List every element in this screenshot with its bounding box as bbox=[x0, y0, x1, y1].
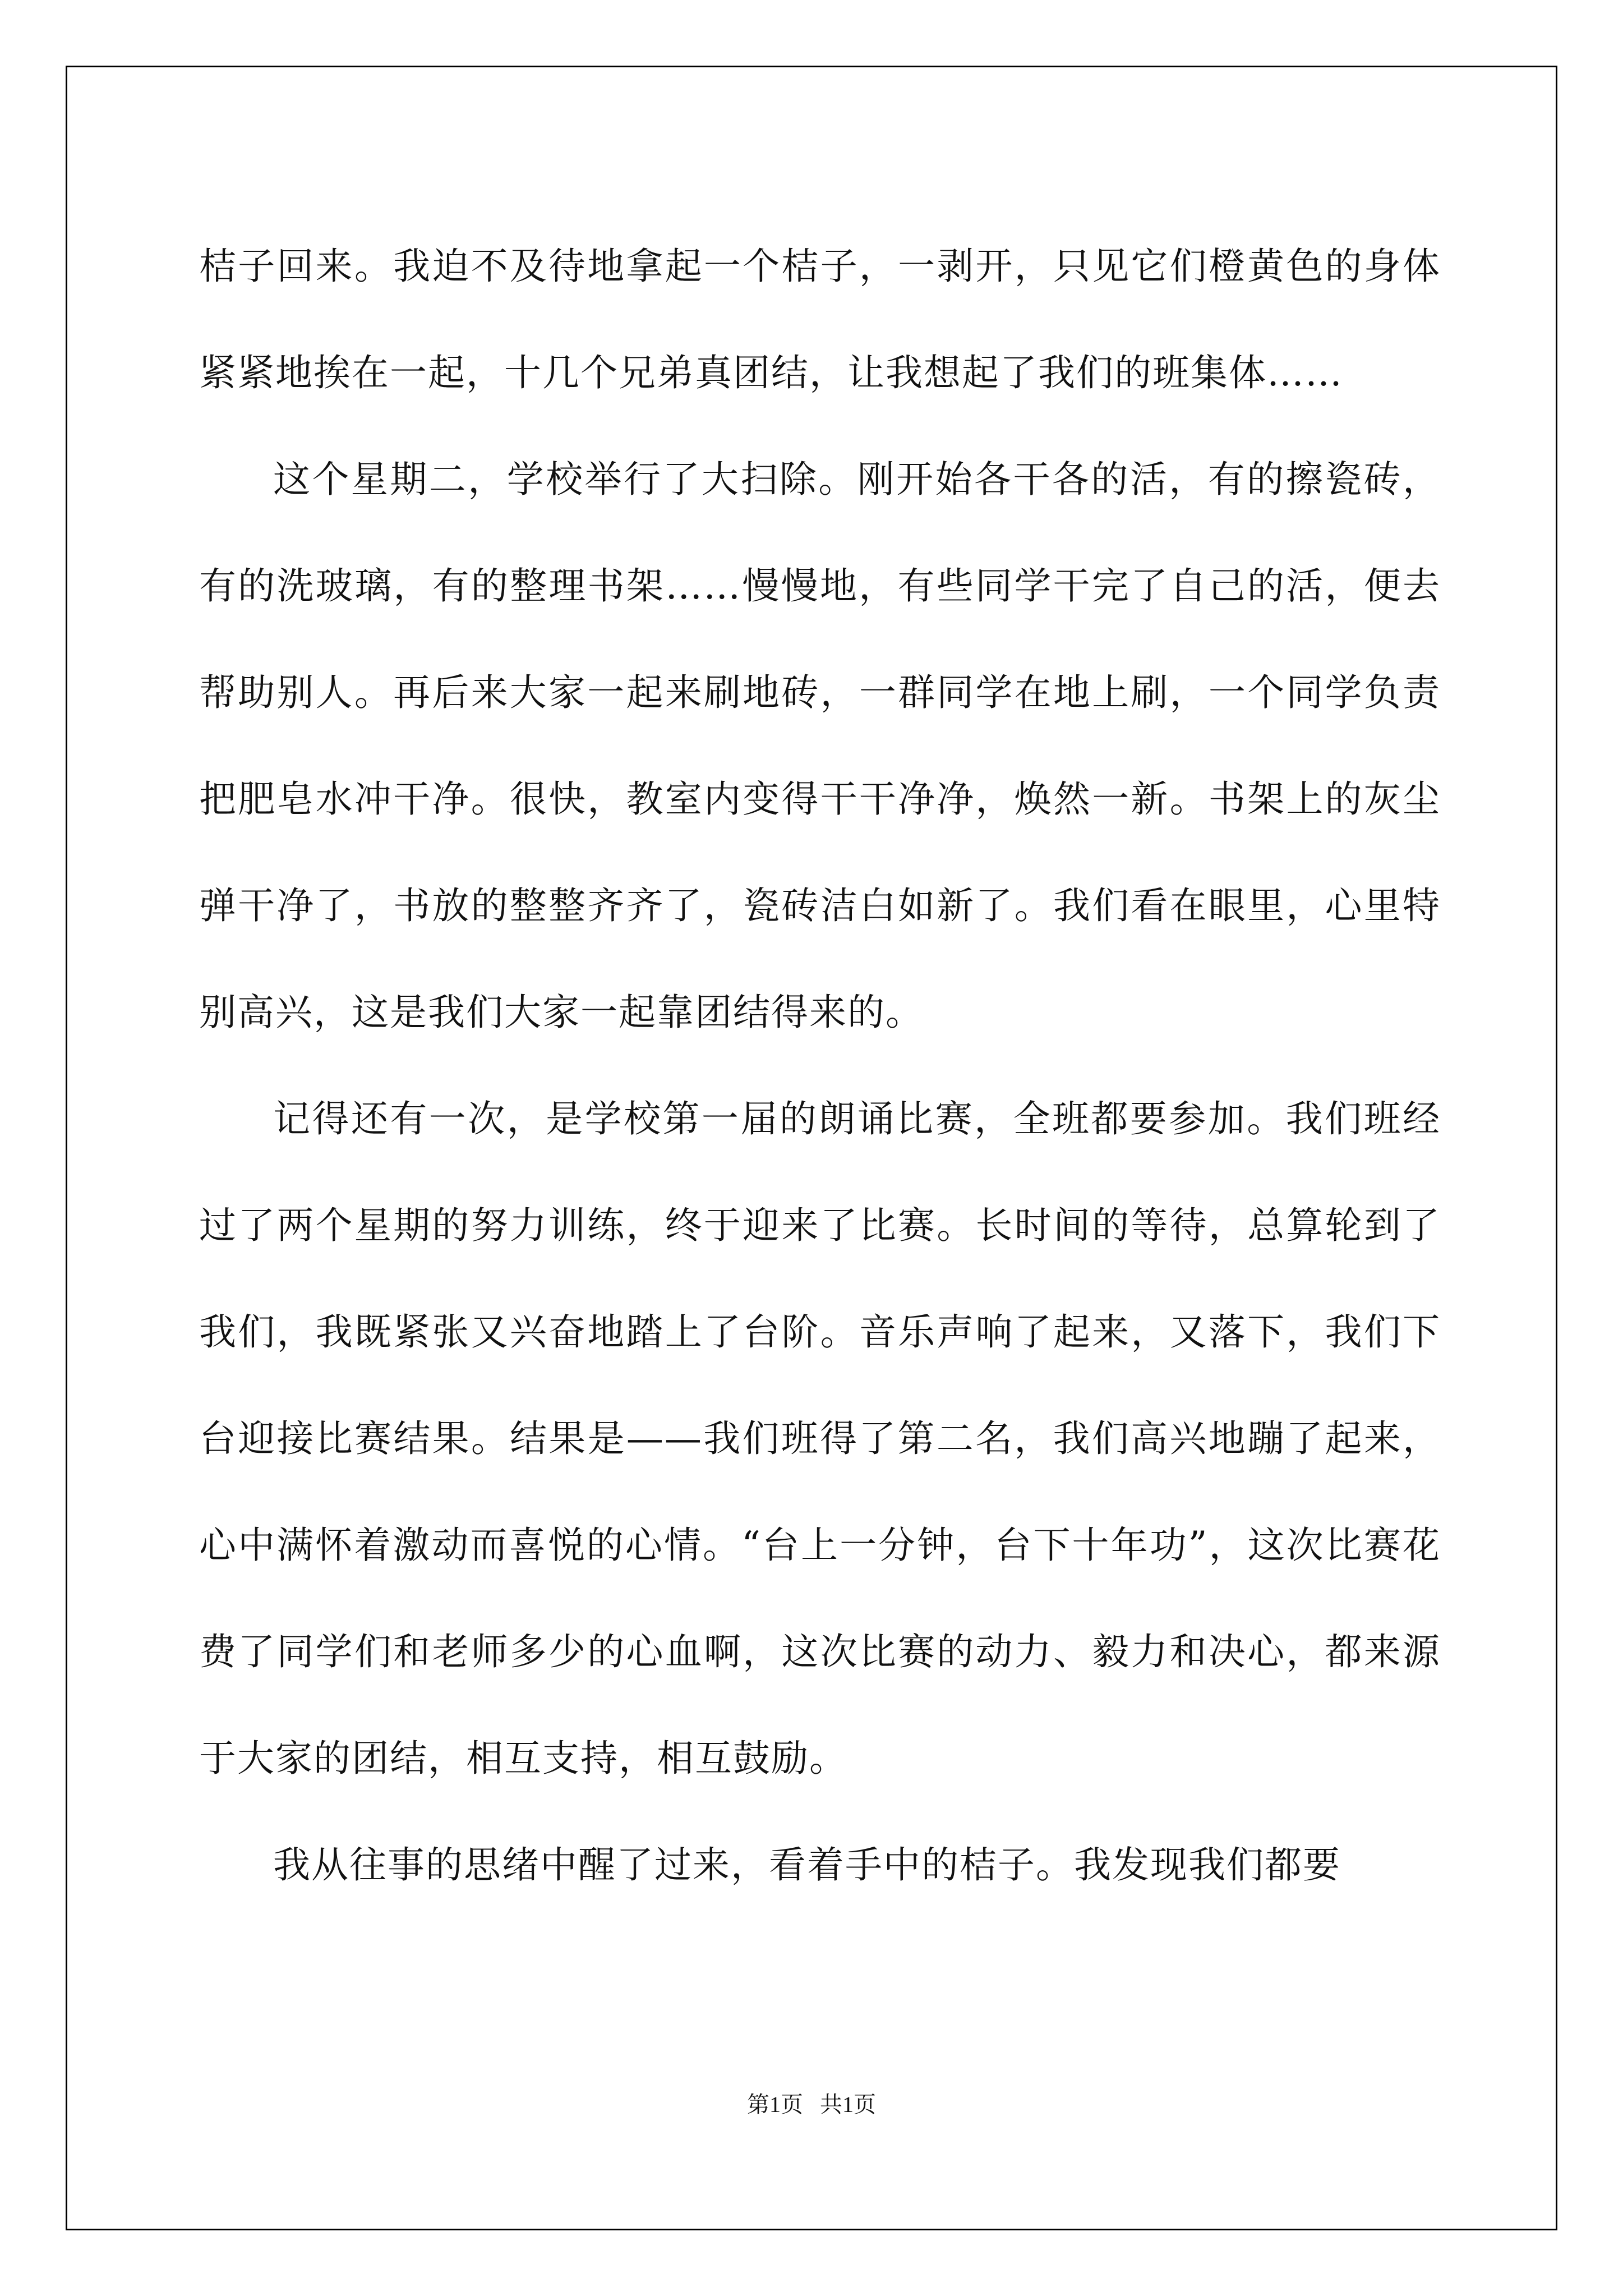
paragraph-2: 这个星期二，学校举行了大扫除。刚开始各干各的活，有的擦瓷砖，有的洗玻璃，有的整理书架……慢慢地，有些同学干完了自己的活，便去帮助别人。再后来大家一起来刷地砖，一群同学在地上刷，一个同学负责把肥皂水冲干净。很快，教室内变得干干净净，焕然一新。书架上的灰尘弹干净了，书放的整整齐齐了，瓷砖洁白如新了。我们看在眼里，心里特别高兴，这是我们大家一起靠团结得来的。 bbox=[199, 458, 1441, 1034]
paragraph-3: 记得还有一次，是学校第一届的朗诵比赛，全班都要参加。我们班经过了两个星期的努力训练，终于迎来了比赛。长时间的等待，总算轮到了我们，我既紧张又兴奋地踏上了台阶。音乐声响了起来，又落下，我们下台迎接比赛结果。结果是——我们班得了第二名，我们高兴地蹦了起来，心中满怀着激动而喜悦的心情。“台上一分钟，台下十年功”，这次比赛花费了同学们和老师多少的心血啊，这次比赛的动力、毅力和决心，都来源于大家的团结，相互支持，相互鼓励。 bbox=[199, 1097, 1441, 1780]
document-body bbox=[199, 213, 1441, 1918]
paragraph-4: 我从往事的思绪中醒了过来，看着手中的桔子。我发现我们都要 bbox=[273, 1843, 1341, 1887]
paragraph-1: 桔子回来。我迫不及待地拿起一个桔子，一剥开，只见它们橙黄色的身体紧紧地挨在一起，十几个兄弟真团结，让我想起了我们的班集体…… bbox=[199, 245, 1441, 394]
page-number-footer: 第1页 共1页 bbox=[747, 2092, 876, 2117]
